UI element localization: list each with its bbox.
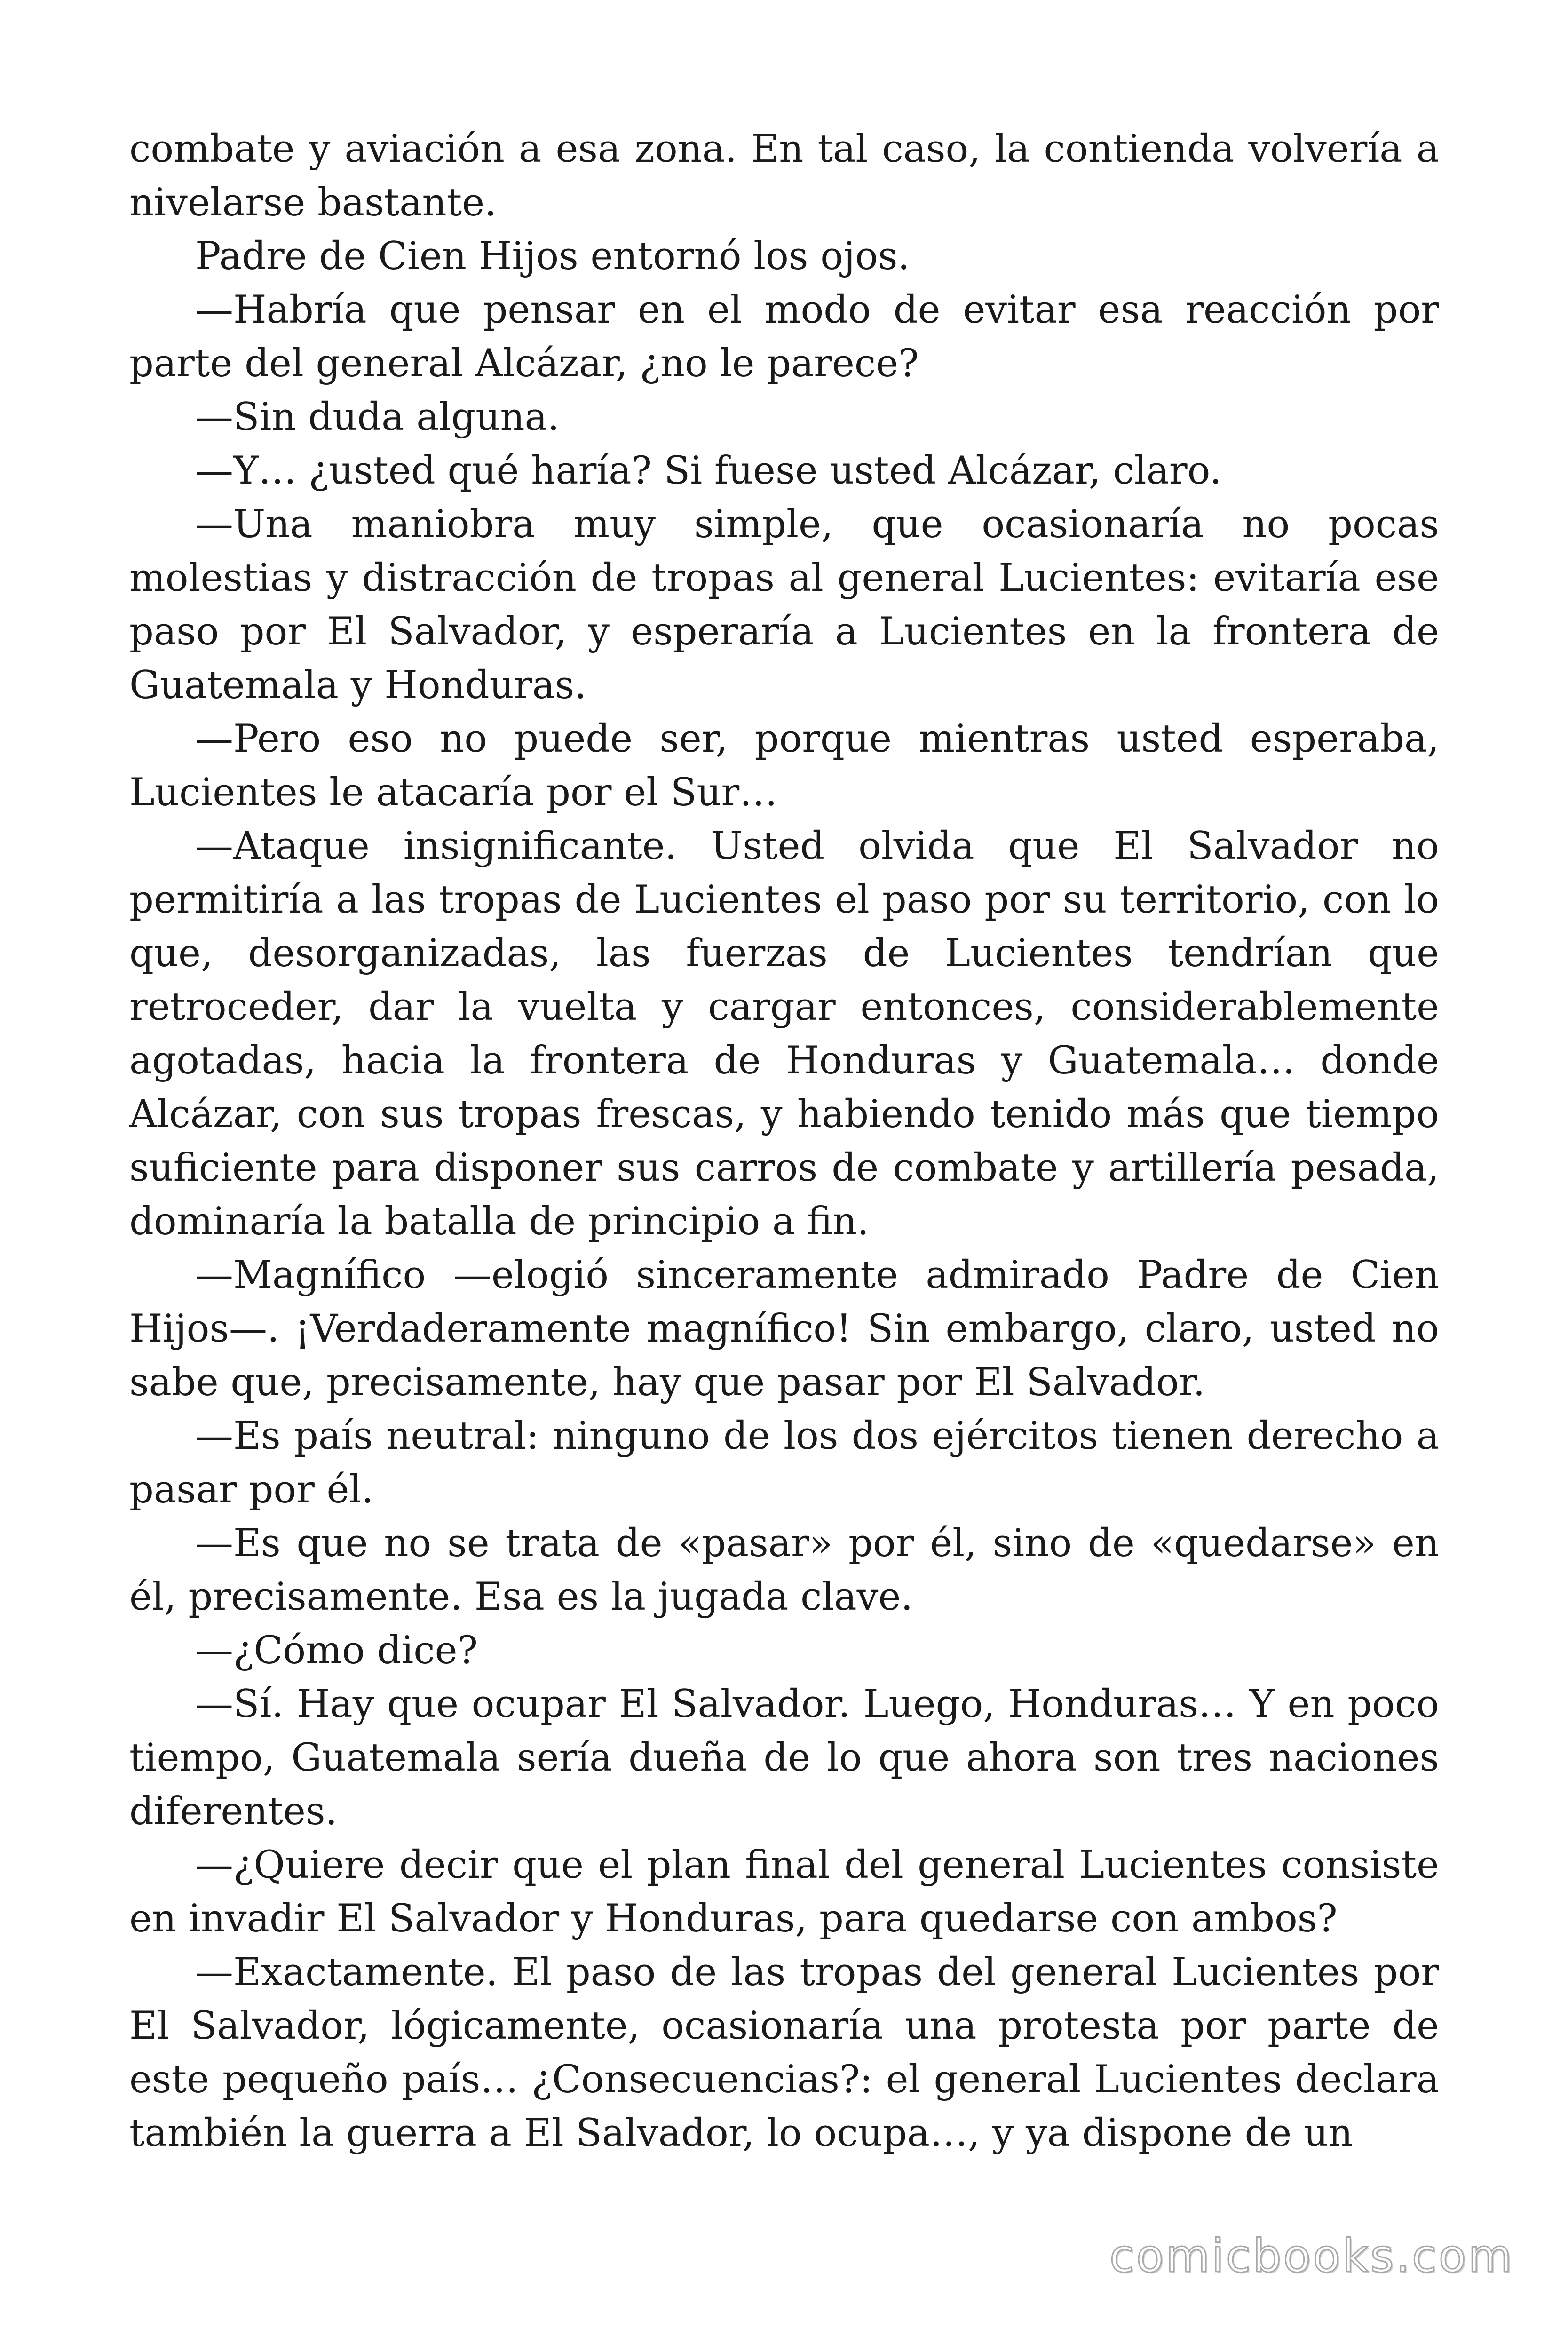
paragraph: —Exactamente. El paso de las tropas del general Lucientes por El Salvador, lógicamente, ocasionaría una protesta por parte de este pequeño país… ¿Consecuencias?: el general Lucientes declara también la guerra a El Salvador, lo ocupa…, y ya dispone de un — [129, 1950, 1439, 2155]
paragraph: —Y… ¿usted qué haría? Si fuese usted Alcázar, claro. — [195, 449, 1222, 493]
paragraph: —¿Cómo dice? — [195, 1629, 478, 1673]
paragraph: —Magnífico —elogió sinceramente admirado Padre de Cien Hijos—. ¡Verdaderamente magnífico! Sin embargo, claro, usted no sabe que, precisamente, hay que pasar por El Salvador. — [129, 1253, 1439, 1405]
paragraph: Padre de Cien Hijos entornó los ojos. — [195, 234, 910, 278]
paragraph: —Sin duda alguna. — [195, 395, 560, 439]
page-body — [129, 122, 1439, 2160]
paragraph: —Pero eso no puede ser, porque mientras usted esperaba, Lucientes le atacaría por el Sur… — [129, 717, 1439, 815]
paragraph: —Es país neutral: ninguno de los dos ejércitos tienen derecho a pasar por él. — [129, 1414, 1439, 1512]
paragraph: —Una maniobra muy simple, que ocasionaría no pocas molestias y distracción de tropas al general Lucientes: evitaría ese paso por El Salvador, y esperaría a Lucientes en la frontera de Guatemala y Honduras. — [129, 502, 1439, 707]
paragraph: combate y aviación a esa zona. En tal caso, la contienda volvería a nivelarse bastante. — [129, 127, 1439, 225]
paragraph: —Es que no se trata de «pasar» por él, sino de «quedarse» en él, precisamente. Esa es la jugada clave. — [129, 1521, 1439, 1619]
paragraph: —Sí. Hay que ocupar El Salvador. Luego, Honduras… Y en poco tiempo, Guatemala sería dueña de lo que ahora son tres naciones diferentes. — [129, 1682, 1439, 1834]
watermark: comicbooks.com — [1109, 2230, 1514, 2282]
paragraph: —Habría que pensar en el modo de evitar esa reacción por parte del general Alcázar, ¿no le parece? — [129, 288, 1439, 386]
paragraph: —¿Quiere decir que el plan final del general Lucientes consiste en invadir El Salvador y Honduras, para quedarse con ambos? — [129, 1843, 1439, 1941]
paragraph: —Ataque insignificante. Usted olvida que El Salvador no permitiría a las tropas de Lucientes el paso por su territorio, con lo que, desorganizadas, las fuerzas de Lucientes tendrían que retroceder, dar la vuelta y cargar entonces, considerablemente agotadas, hacia la frontera de Honduras y Guatemala… donde Alcázar, con sus tropas frescas, y habiendo tenido más que tiempo suficiente para disponer sus carros de combate y artillería pesada, dominaría la batalla de principio a fin. — [129, 824, 1439, 1244]
